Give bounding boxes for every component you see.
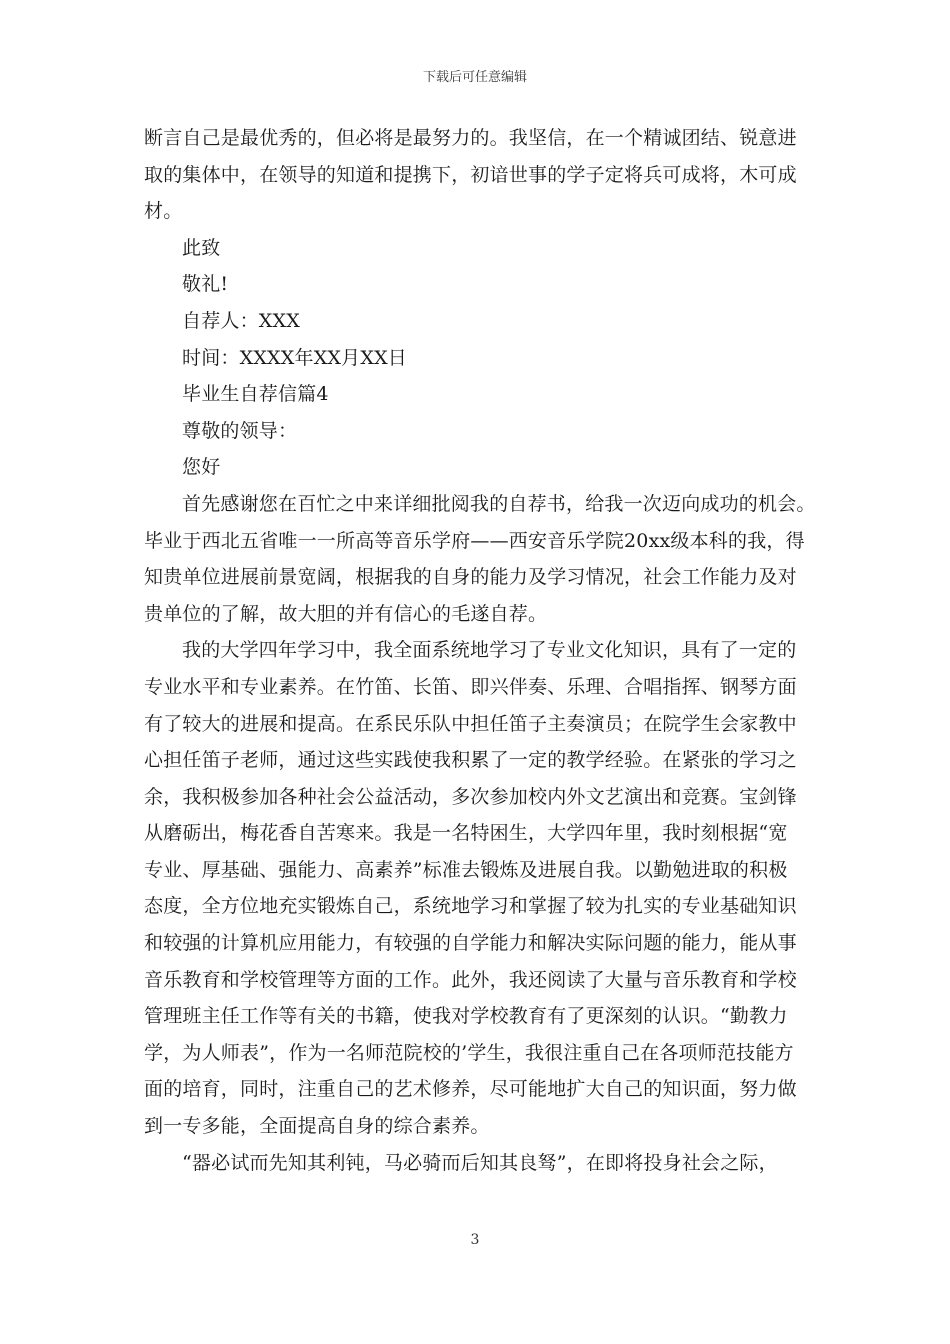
paragraph-first-line: 我的大学四年学习中，我全面系统地学习了专业文化知识，具有了一定的 — [182, 639, 797, 662]
page-header-note: 下载后可任意编辑 — [422, 70, 527, 85]
text-line: 和较强的计算机应用能力，有较强的自学能力和解决实际问题的能力，能从事 — [144, 932, 797, 955]
page-number: 3 — [470, 1232, 480, 1248]
text-line: 取的集体中，在领导的知道和提携下，初谙世事的学子定将兵可成将，木可成 — [144, 163, 797, 186]
text-line: 心担任笛子老师，通过这些实践使我积累了一定的教学经验。在紧张的学习之 — [144, 749, 797, 772]
text-line: 音乐教育和学校管理等方面的工作。此外，我还阅读了大量与音乐教育和学校 — [144, 968, 797, 991]
closing-salutation: 此致 — [182, 236, 221, 259]
closing-regards: 敬礼! — [182, 273, 229, 296]
text-line: 知贵单位进展前景宽阔，根据我的自身的能力及学习情况，社会工作能力及对 — [144, 566, 797, 589]
text-line: 到一专多能，全面提高自身的综合素养。 — [144, 1115, 490, 1138]
text-line: 有了较大的进展和提高。在系民乐队中担任笛子主奏演员；在院学生会家教中 — [144, 712, 797, 735]
text-line: 管理班主任工作等有关的书籍，使我对学校教育有了更深刻的认识。“勤教力 — [144, 1005, 788, 1028]
text-line: 毕业于西北五省唯一一所高等音乐学府——西安音乐学院20xx级本科的我，得 — [144, 529, 805, 552]
section-title: 毕业生自荐信篇4 — [182, 383, 329, 406]
paragraph-first-line: 首先感谢您在百忙之中来详细批阅我的自荐书，给我一次迈向成功的机会。 — [182, 492, 816, 515]
date-line: 时间：XXXX年XX月XX日 — [182, 346, 408, 369]
signature-line: 自荐人：XXX — [182, 309, 300, 332]
document-body — [144, 120, 816, 1181]
text-line: 从磨砺出，梅花香自苦寒来。我是一名特困生，大学四年里，我时刻根据“宽 — [144, 822, 788, 845]
text-line: 余，我积极参加各种社会公益活动，多次参加校内外文艺演出和竞赛。宝剑锋 — [144, 785, 797, 808]
text-line: 断言自己是最优秀的，但必将是最努力的。我坚信，在一个精诚团结、锐意进 — [144, 127, 797, 149]
text-line: 贵单位的了解，故大胆的并有信心的毛遂自荐。 — [144, 602, 548, 625]
text-line: 专业、厚基础、强能力、高素养”标准去锻炼及进展自我。以勤勉进取的积极 — [144, 858, 788, 881]
text-line: 态度，全方位地充实锻炼自己，系统地学习和掌握了较为扎实的专业基础知识 — [144, 895, 797, 918]
text-line: 专业水平和专业素养。在竹笛、长笛、即兴伴奏、乐理、合唱指挥、钢琴方面 — [144, 675, 797, 698]
text-line: 学，为人师表”，作为一名师范院校的’学生，我很注重自己在各项师范技能方 — [144, 1041, 794, 1064]
text-line: 面的培育，同时，注重自己的艺术修养，尽可能地扩大自己的知识面，努力做 — [144, 1078, 797, 1101]
greeting-line: 您好 — [182, 456, 221, 479]
text-line: 材。 — [144, 200, 183, 223]
greeting-line: 尊敬的领导： — [182, 419, 298, 442]
paragraph-first-line: “器必试而先知其利钝，马必骑而后知其良驽”，在即将投身社会之际， — [182, 1151, 778, 1174]
